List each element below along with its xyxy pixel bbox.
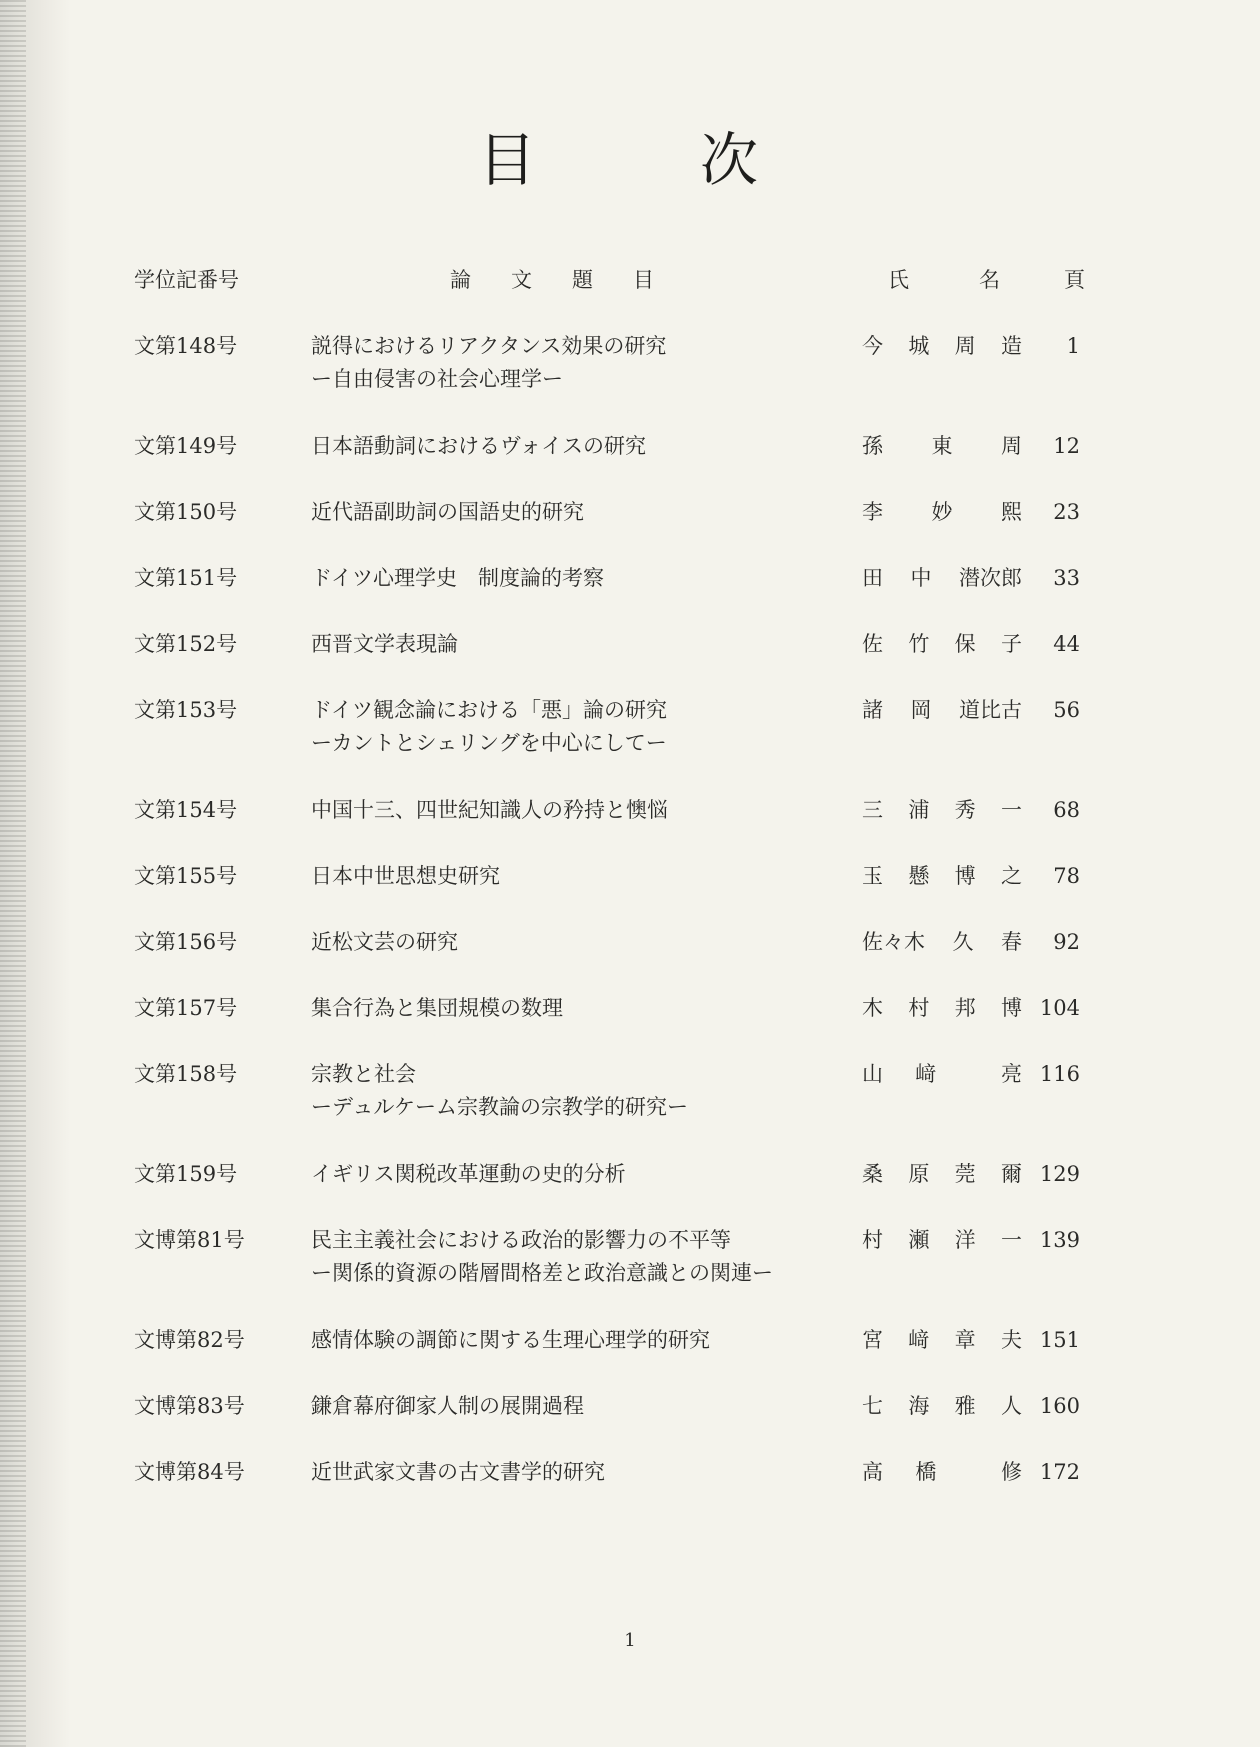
entry-title: 宗教と社会 — [311, 1062, 416, 1086]
entry-page: 116 — [1039, 1062, 1080, 1086]
header-name: 氏名 — [888, 268, 1070, 292]
page-title-char-2: 次 — [700, 126, 759, 194]
entry-subtitle: ー自由侵害の社会心理学ー — [311, 367, 563, 391]
entry-author-part: 原 — [908, 1162, 930, 1186]
entry-title: 近代語副助詞の国語史的研究 — [311, 500, 584, 524]
entry-author-part: 邦 — [954, 996, 976, 1020]
entry-author-part: 一 — [1000, 1228, 1022, 1252]
toc-entry — [0, 992, 1260, 1058]
entry-author — [862, 694, 1022, 727]
entry-author-part: 佐 — [862, 632, 883, 656]
entry-author-part: 人 — [1000, 1394, 1022, 1418]
entry-author — [862, 794, 1022, 827]
entry-title: 日本語動詞におけるヴォイスの研究 — [311, 434, 646, 458]
toc-entry — [0, 1158, 1260, 1224]
entry-author-part: 瀬 — [908, 1228, 930, 1252]
toc-entry — [0, 1224, 1260, 1324]
entry-degree-number: 文第157号 — [134, 996, 238, 1020]
entry-subtitle: ーデュルケーム宗教論の宗教学的研究ー — [311, 1095, 688, 1119]
page-title-char-1: 目 — [478, 126, 537, 194]
entry-title: 感情体験の調節に関する生理心理学的研究 — [311, 1328, 710, 1352]
entry-author-part: 周 — [954, 334, 976, 358]
toc-entry — [0, 794, 1260, 860]
entry-author-part: 懸 — [908, 864, 930, 888]
entry-title: 鎌倉幕府御家人制の展開過程 — [311, 1394, 584, 1418]
entry-page: 23 — [1053, 500, 1080, 524]
entry-degree-number: 文第148号 — [134, 334, 238, 358]
entry-author-part: 桑 — [862, 1162, 883, 1186]
entry-page: 104 — [1039, 996, 1080, 1020]
entry-degree-number: 文第152号 — [134, 632, 238, 656]
entry-author-part: 博 — [1000, 996, 1022, 1020]
entry-author-part: 妙 — [931, 500, 953, 524]
entry-subtitle: ー関係的資源の階層間格差と政治意識との関連ー — [311, 1261, 773, 1285]
page-title — [0, 120, 1260, 200]
header-page: 頁 — [1064, 268, 1085, 292]
entry-degree-number: 文第159号 — [134, 1162, 238, 1186]
entry-author-part: 村 — [908, 996, 930, 1020]
toc-entry — [0, 1456, 1260, 1522]
entry-degree-number: 文第149号 — [134, 434, 238, 458]
entry-author — [862, 860, 1022, 893]
entry-author-part: 海 — [908, 1394, 930, 1418]
entry-degree-number: 文博第82号 — [134, 1328, 245, 1352]
entry-subtitle: ーカントとシェリングを中心にしてー — [311, 731, 667, 755]
header-thesis-title: 論文題目 — [450, 268, 694, 292]
entry-page: 139 — [1039, 1228, 1080, 1252]
entry-page: 160 — [1039, 1394, 1080, 1418]
entry-page: 1 — [1066, 334, 1080, 358]
toc-entry — [0, 1390, 1260, 1456]
entry-degree-number: 文博第84号 — [134, 1460, 245, 1484]
entry-author-part: 雅 — [954, 1394, 976, 1418]
entry-author-part: 熙 — [1001, 500, 1022, 524]
toc-entry — [0, 562, 1260, 628]
page-number: 1 — [624, 1630, 636, 1651]
entry-author-part: 子 — [1000, 632, 1022, 656]
entry-author-part: 一 — [1000, 798, 1022, 822]
entry-author-part: 秀 — [954, 798, 976, 822]
entry-author-part: 亮 — [1000, 1062, 1022, 1086]
entry-degree-number: 文第158号 — [134, 1062, 238, 1086]
entry-degree-number: 文第155号 — [134, 864, 238, 888]
entry-author — [862, 1324, 1022, 1357]
entry-degree-number: 文第153号 — [134, 698, 238, 722]
entry-degree-number: 文第154号 — [134, 798, 238, 822]
entry-author-part: 之 — [1000, 864, 1022, 888]
entry-title: 近松文芸の研究 — [311, 930, 458, 954]
entry-page: 44 — [1053, 632, 1080, 656]
entry-author-part: 田 — [862, 566, 883, 590]
entry-author-part: 今 — [862, 334, 883, 358]
entry-title: 日本中世思想史研究 — [311, 864, 500, 888]
entry-author-part: 爾 — [1000, 1162, 1022, 1186]
entry-degree-number: 文博第81号 — [134, 1228, 245, 1252]
entry-author-part: 高 — [862, 1460, 883, 1484]
entry-author-part: 李 — [862, 500, 883, 524]
entry-author-part: 七 — [862, 1394, 883, 1418]
entry-author-part: 章 — [954, 1328, 976, 1352]
entry-author-part: 中 — [910, 566, 932, 590]
entry-author — [862, 562, 1022, 595]
entry-author-part: 周 — [1001, 434, 1022, 458]
entry-title: 民主主義社会における政治的影響力の不平等 — [311, 1228, 731, 1252]
entry-author-part: 莞 — [954, 1162, 976, 1186]
entry-title: 説得におけるリアクタンス効果の研究 — [311, 334, 667, 358]
entry-title: イギリス関税改革運動の史的分析 — [311, 1162, 626, 1186]
entry-author — [862, 496, 1022, 529]
entry-author — [862, 992, 1022, 1025]
entry-author — [862, 1456, 1022, 1489]
entry-author-part: 﨑 — [908, 1328, 930, 1352]
toc-list — [0, 330, 1260, 1522]
entry-author — [862, 1224, 1022, 1257]
entry-title: 近世武家文書の古文書学的研究 — [311, 1460, 605, 1484]
entry-author-part: 諸 — [862, 698, 883, 722]
entry-author-part: 山 — [862, 1062, 883, 1086]
toc-entry — [0, 628, 1260, 694]
entry-author-part: 東 — [931, 434, 953, 458]
toc-entry — [0, 694, 1260, 794]
entry-degree-number: 文第151号 — [134, 566, 238, 590]
entry-author — [862, 926, 1022, 959]
entry-author-part: 造 — [1000, 334, 1022, 358]
entry-author — [862, 1058, 1022, 1091]
entry-author-part: 春 — [1001, 930, 1022, 954]
entry-page: 33 — [1053, 566, 1080, 590]
entry-author-part: 三 — [862, 798, 883, 822]
entry-author-part: 孫 — [862, 434, 883, 458]
entry-author-part: 玉 — [862, 864, 883, 888]
entry-author-part: 久 — [952, 930, 974, 954]
entry-author-part: 﨑 — [915, 1062, 937, 1086]
entry-page: 68 — [1053, 798, 1080, 822]
entry-author-part: 宮 — [862, 1328, 883, 1352]
entry-author-part: 洋 — [954, 1228, 976, 1252]
entry-author-part: 木 — [862, 996, 883, 1020]
entry-author-part: 保 — [954, 632, 976, 656]
entry-degree-number: 文第150号 — [134, 500, 238, 524]
entry-author — [862, 430, 1022, 463]
entry-author-part: 浦 — [908, 798, 930, 822]
toc-entry — [0, 496, 1260, 562]
entry-author-part: 佐々木 — [862, 930, 925, 954]
entry-title: 西晋文学表現論 — [311, 632, 458, 656]
table-header — [0, 262, 1260, 298]
entry-author-part: 城 — [908, 334, 930, 358]
entry-author — [862, 330, 1022, 363]
entry-degree-number: 文第156号 — [134, 930, 238, 954]
entry-author-part: 道比古 — [959, 698, 1022, 722]
entry-page: 12 — [1053, 434, 1080, 458]
entry-author-part: 潜次郎 — [959, 566, 1022, 590]
toc-entry — [0, 330, 1260, 430]
entry-degree-number: 文博第83号 — [134, 1394, 245, 1418]
toc-entry — [0, 1324, 1260, 1390]
entry-page: 129 — [1039, 1162, 1080, 1186]
entry-author-part: 竹 — [908, 632, 930, 656]
entry-page: 151 — [1039, 1328, 1080, 1352]
entry-author-part: 橋 — [915, 1460, 937, 1484]
entry-title: 集合行為と集団規模の数理 — [311, 996, 563, 1020]
entry-page: 78 — [1053, 864, 1080, 888]
entry-page: 92 — [1053, 930, 1080, 954]
toc-entry — [0, 430, 1260, 496]
entry-author — [862, 1390, 1022, 1423]
entry-author-part: 博 — [954, 864, 976, 888]
entry-author-part: 村 — [862, 1228, 883, 1252]
entry-title: ドイツ観念論における「悪」論の研究 — [311, 698, 667, 722]
header-degree-number: 学位記番号 — [134, 268, 239, 292]
entry-title: ドイツ心理学史 制度論的考察 — [311, 566, 604, 590]
toc-entry — [0, 926, 1260, 992]
entry-author-part: 夫 — [1000, 1328, 1022, 1352]
entry-page: 172 — [1039, 1460, 1080, 1484]
entry-page: 56 — [1053, 698, 1080, 722]
toc-entry — [0, 860, 1260, 926]
entry-author — [862, 628, 1022, 661]
toc-entry — [0, 1058, 1260, 1158]
entry-author — [862, 1158, 1022, 1191]
entry-author-part: 岡 — [910, 698, 932, 722]
entry-title: 中国十三、四世紀知識人の矜持と懊悩 — [311, 798, 668, 822]
entry-author-part: 修 — [1000, 1460, 1022, 1484]
